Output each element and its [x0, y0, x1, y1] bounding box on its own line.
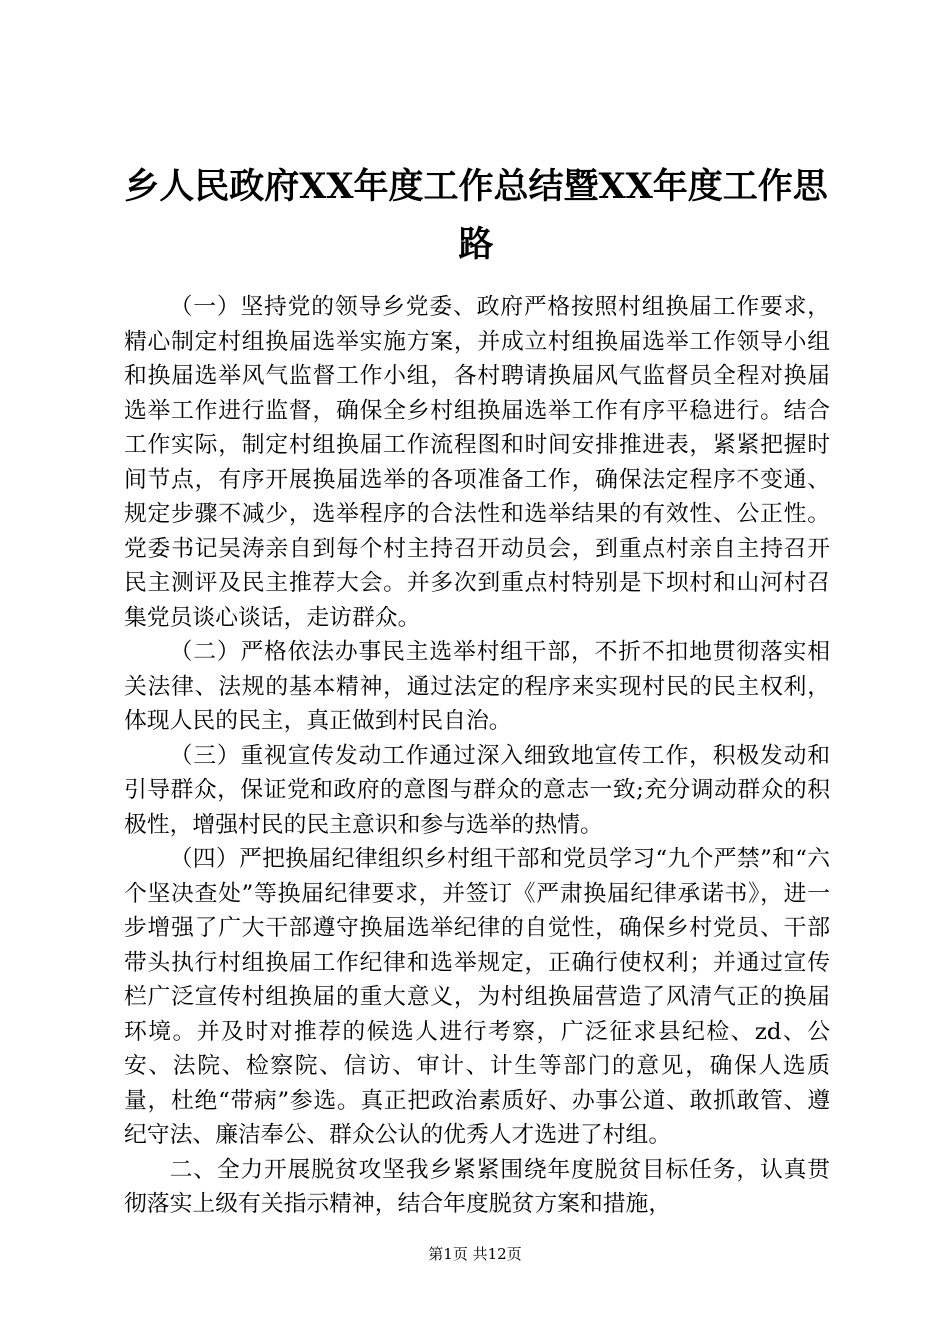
paragraph-5: 二、全力开展脱贫攻坚我乡紧紧围绕年度脱贫目标任务，认真贯彻落实上级有关指示精神，结合年度脱贫方案和措施，	[124, 1156, 830, 1217]
document-body	[124, 290, 830, 1222]
paragraph-2: （二）严格依法办事民主选举村组干部，不折不扣地贯彻落实相关法律、法规的基本精神，通过法定的程序来实现村民的民主权利，体现人民的民主，真正做到村民自治。	[124, 639, 830, 734]
page-footer: 第1页 共12页	[428, 1245, 522, 1263]
document-title: 乡人民政府XX年度工作总结暨XX年度工作思路	[124, 166, 828, 265]
paragraph-1: （一）坚持党的领导乡党委、政府严格按照村组换届工作要求，精心制定村组换届选举实施方案，并成立村组换届选举工作领导小组和换届选举风气监督工作小组，各村聘请换届风气监督员全程对换届选举工作进行监督，确保全乡村组换届选举工作有序平稳进行。结合工作实际，制定村组换届工作流程图和时间安排推进表，紧紧把握时间节点，有序开展换届选举的各项准备工作，确保法定程序不变通、规定步骤不减少，选举程序的合法性和选举结果的有效性、公正性。党委书记吴涛亲自到每个村主持召开动员会，到重点村亲自主持召开民主测评及民主推荐大会。并多次到重点村特别是下坝村和山河村召集党员谈心谈话，走访群众。	[124, 294, 830, 631]
paragraph-3: （三）重视宣传发动工作通过深入细致地宣传工作，积极发动和引导群众，保证党和政府的意图与群众的意志一致;充分调动群众的积极性，增强村民的民主意识和参与选举的热情。	[124, 742, 830, 838]
paragraph-4: （四）严把换届纪律组织乡村组干部和党员学习“九个严禁”和“六个坚决查处”等换届纪律要求，并签订《严肃换届纪律承诺书》，进一步增强了广大干部遵守换届选举纪律的自觉性，确保乡村党员、干部带头执行村组换届工作纪律和选举规定，正确行使权利；并通过宣传栏广泛宣传村组换届的重大意义，为村组换届营造了风清气正的换届环境。并及时对推荐的候选人进行考察，广泛征求县纪检、zd、公安、法院、检察院、信访、审计、计生等部门的意见，确保人选质量，杜绝“带病”参选。真正把政治素质好、办事公道、敢抓敢管、遵纪守法、廉洁奉公、群众公认的优秀人才选进了村组。	[124, 846, 830, 1148]
